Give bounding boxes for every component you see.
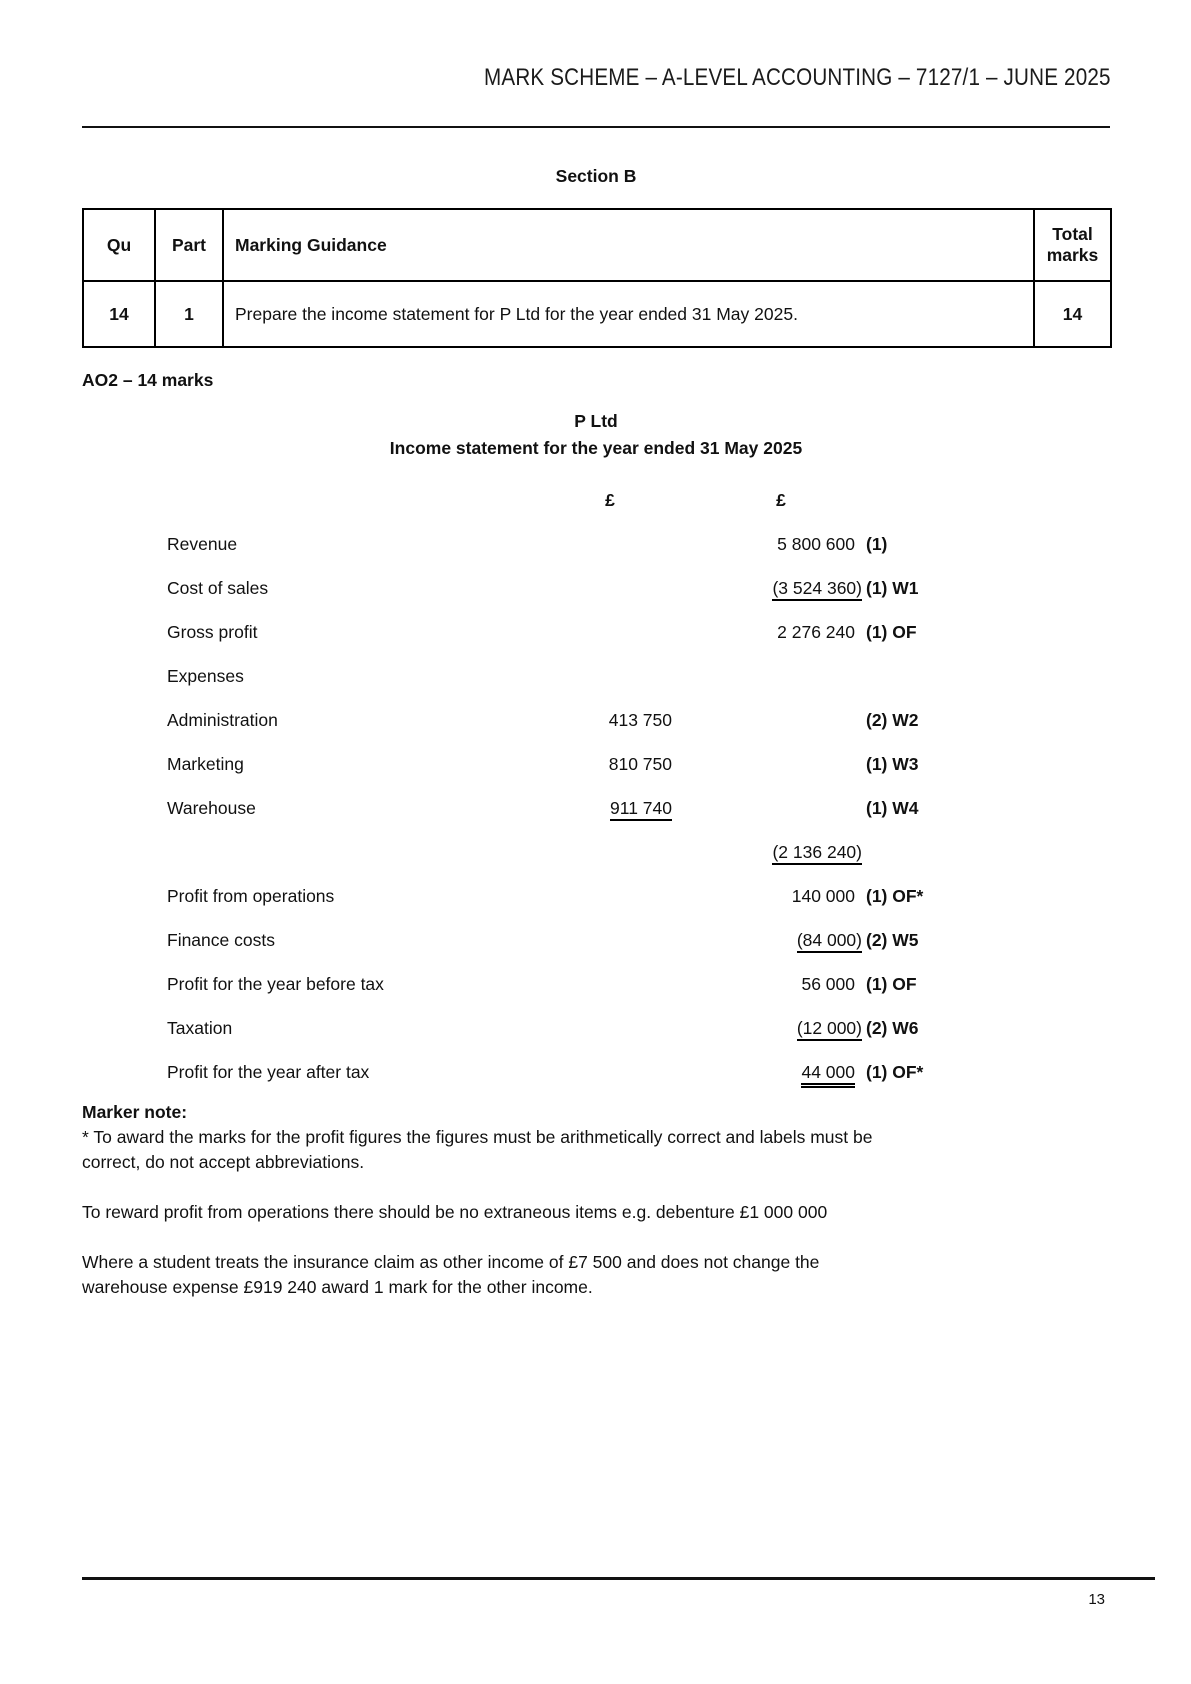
cell-guidance-text: Prepare the income statement for P Ltd for the year ended 31 May 2025. [223,281,1034,347]
amount: 56 000 [801,974,855,994]
section-title: Section B [555,166,637,186]
marker-note-heading: Marker note: [82,1102,188,1122]
row-label: Revenue [167,534,238,554]
cell-question-number: 14 [83,281,155,347]
row-label: Gross profit [167,622,258,642]
marks-annotation: (1) OF [866,622,917,642]
table-row [83,281,1111,347]
marks-annotation: (1) [866,534,888,554]
amount: (2 136 240) [772,842,862,865]
marks-annotation: (2) W2 [866,710,919,730]
statement-row-finance-costs [167,930,937,950]
row-label: Marketing [167,754,244,774]
marks-annotation: (1) W4 [866,798,919,818]
table-header-row [83,209,1111,281]
assessment-objective-line: AO2 – 14 marks [82,370,214,390]
header-divider-rule [82,126,1110,128]
statement-row-marketing [167,754,937,774]
amount: 140 000 [791,886,855,906]
cell-total-marks: 14 [1034,281,1111,347]
amount: 810 750 [608,754,672,774]
statement-row-cost-of-sales [167,578,937,598]
row-label: Warehouse [167,798,256,818]
row-label: Cost of sales [167,578,269,598]
income-statement [167,490,937,1106]
amount: 5 800 600 [777,534,855,554]
running-header: MARK SCHEME – A-LEVEL ACCOUNTING – 7127/1 – JUNE 2025 [484,64,1111,91]
row-label: Profit from operations [167,886,335,906]
col-header-part: Part [155,209,223,281]
amount: 2 276 240 [777,622,855,642]
col-header-guidance: Marking Guidance [223,209,1034,281]
currency-symbol-col1: £ [605,490,615,510]
amount: (3 524 360) [772,578,862,601]
marks-annotation: (2) W6 [866,1018,919,1038]
marks-annotation: (1) W1 [866,578,919,598]
marks-annotation: (2) W5 [866,930,919,950]
statement-heading [82,408,1110,462]
amount: 911 740 [610,798,672,821]
marker-note-paragraph: To reward profit from operations there should be no extraneous items e.g. debenture £1 000 000 [82,1202,828,1222]
cell-part-number: 1 [155,281,223,347]
statement-row-expenses [167,666,937,686]
marks-annotation: (1) W3 [866,754,919,774]
row-label: Profit for the year after tax [167,1062,370,1082]
marker-note-paragraph: Where a student treats the insurance claim as other income of £7 500 and does not change the warehouse expense £919 240 award 1 mark for the other income. [82,1252,820,1297]
col-header-total: Total marks [1034,209,1111,281]
amount: 413 750 [608,710,672,730]
row-label: Finance costs [167,930,275,950]
currency-header-row [167,490,937,510]
row-label: Expenses [167,666,244,686]
amount: 44 000 [801,1062,855,1088]
statement-row-taxation [167,1018,937,1038]
page-number: 13 [1088,1591,1105,1608]
marker-note [82,1100,1117,1300]
company-name: P Ltd [574,411,618,431]
statement-row-profit-from-operations [167,886,937,906]
footer-divider-rule [82,1577,1155,1580]
amount: (12 000) [797,1018,862,1041]
col-header-qu: Qu [83,209,155,281]
marks-annotation: (1) OF [866,974,917,994]
statement-row-profit-after-tax [167,1062,937,1082]
marks-annotation: (1) OF* [866,1062,924,1082]
statement-row-profit-before-tax [167,974,937,994]
statement-row-revenue [167,534,937,554]
currency-symbol-col2: £ [776,490,786,510]
statement-row-administration [167,710,937,730]
row-label: Profit for the year before tax [167,974,384,994]
statement-row-gross-profit [167,622,937,642]
row-label: Taxation [167,1018,233,1038]
marking-guidance-table [82,208,1112,348]
row-label: Administration [167,710,278,730]
marker-note-paragraph: * To award the marks for the profit figures the figures must be arithmetically correct and labels must be correct, do not accept abbreviations. [82,1127,873,1172]
marks-annotation: (1) OF* [866,886,924,906]
statement-title: Income statement for the year ended 31 May 2025 [389,438,803,458]
amount: (84 000) [797,930,862,953]
statement-row-total-expenses [167,842,937,862]
statement-row-warehouse [167,798,937,818]
